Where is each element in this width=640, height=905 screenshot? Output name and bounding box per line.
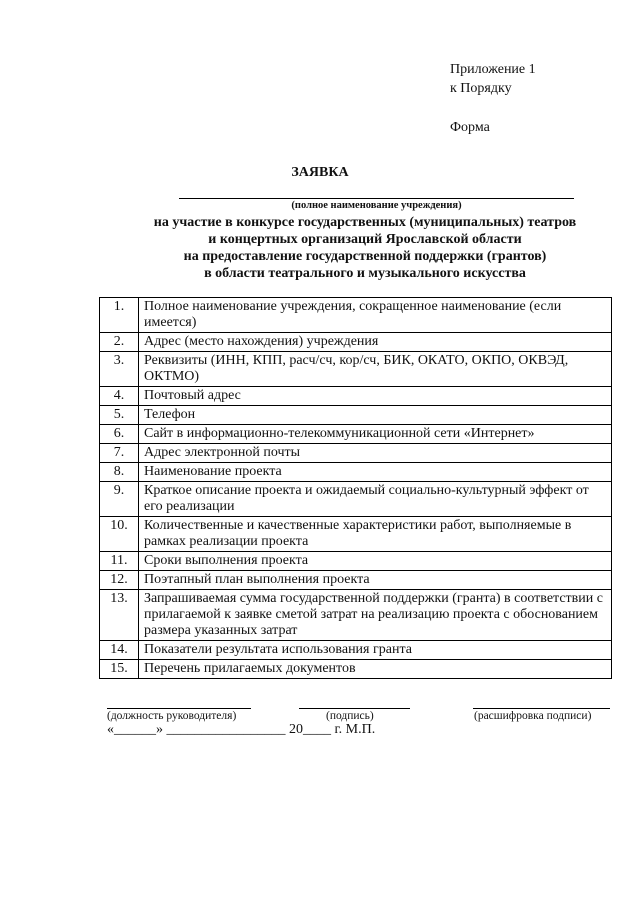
table-row <box>100 552 612 571</box>
row-number: 6. <box>100 425 139 444</box>
date-stamp-line: «______» _________________ 20____ г. М.П. <box>107 722 376 737</box>
row-text: Наименование проекта <box>139 463 612 482</box>
row-number: 13. <box>100 590 139 641</box>
row-text: Адрес (место нахождения) учреждения <box>139 333 612 352</box>
subtitle-line: и концертных организаций Ярославской области <box>208 232 522 247</box>
position-signature-line <box>107 708 251 709</box>
subtitle-line: в области театрального и музыкального искусства <box>204 266 526 281</box>
position-caption: (должность руководителя) <box>107 710 237 722</box>
row-number: 7. <box>100 444 139 463</box>
row-number: 3. <box>100 352 139 387</box>
row-number: 8. <box>100 463 139 482</box>
table-row <box>100 571 612 590</box>
table-row <box>100 352 612 387</box>
document-subtitle <box>90 214 640 282</box>
table-row <box>100 660 612 679</box>
table-row <box>100 387 612 406</box>
row-text: Сайт в информационно-телекоммуникационной сети «Интернет» <box>139 425 612 444</box>
row-text: Поэтапный план выполнения проекта <box>139 571 612 590</box>
table-row <box>100 463 612 482</box>
row-number: 2. <box>100 333 139 352</box>
table-row <box>100 482 612 517</box>
row-number: 11. <box>100 552 139 571</box>
institution-name-caption: (полное наименование учреждения) <box>291 200 462 211</box>
table-row <box>100 641 612 660</box>
row-number: 4. <box>100 387 139 406</box>
appendix-line-1: Приложение 1 <box>450 62 536 77</box>
row-text: Количественные и качественные характеристики работ, выполняемые в рамках реализации проекта <box>139 517 612 552</box>
row-number: 5. <box>100 406 139 425</box>
table-row <box>100 406 612 425</box>
table-row <box>100 444 612 463</box>
institution-name-line <box>179 198 574 199</box>
signature-line <box>299 708 410 709</box>
row-text: Полное наименование учреждения, сокращенное наименование (если имеется) <box>139 298 612 333</box>
row-text: Почтовый адрес <box>139 387 612 406</box>
form-label: Форма <box>450 120 490 135</box>
decoding-signature-line <box>473 708 610 709</box>
row-number: 1. <box>100 298 139 333</box>
signature-caption: (подпись) <box>326 710 374 722</box>
appendix-block <box>450 60 536 137</box>
document-title: ЗАЯВКА <box>291 165 349 180</box>
table-row <box>100 517 612 552</box>
row-number: 10. <box>100 517 139 552</box>
row-text: Реквизиты (ИНН, КПП, расч/сч, кор/сч, БИК, ОКАТО, ОКПО, ОКВЭД, ОКТМО) <box>139 352 612 387</box>
row-text: Показатели результата использования гранта <box>139 641 612 660</box>
table-row <box>100 425 612 444</box>
subtitle-line: на участие в конкурсе государственных (муниципальных) театров <box>153 215 577 230</box>
row-text: Телефон <box>139 406 612 425</box>
row-text: Адрес электронной почты <box>139 444 612 463</box>
row-number: 15. <box>100 660 139 679</box>
table-row <box>100 298 612 333</box>
row-number: 12. <box>100 571 139 590</box>
row-text: Краткое описание проекта и ожидаемый социально-культурный эффект от его реализации <box>139 482 612 517</box>
row-text: Перечень прилагаемых документов <box>139 660 612 679</box>
row-text: Сроки выполнения проекта <box>139 552 612 571</box>
row-number: 9. <box>100 482 139 517</box>
row-number: 14. <box>100 641 139 660</box>
application-table <box>99 297 612 679</box>
appendix-line-2: к Порядку <box>450 81 512 96</box>
table-row <box>100 590 612 641</box>
decoding-caption: (расшифровка подписи) <box>474 710 592 722</box>
table-row <box>100 333 612 352</box>
subtitle-line: на предоставление государственной поддержки (грантов) <box>183 249 547 264</box>
row-text: Запрашиваемая сумма государственной поддержки (гранта) в соответствии с прилагаемой к заявке сметой затрат на реализацию проекта с обоснованием размера указанных затрат <box>139 590 612 641</box>
